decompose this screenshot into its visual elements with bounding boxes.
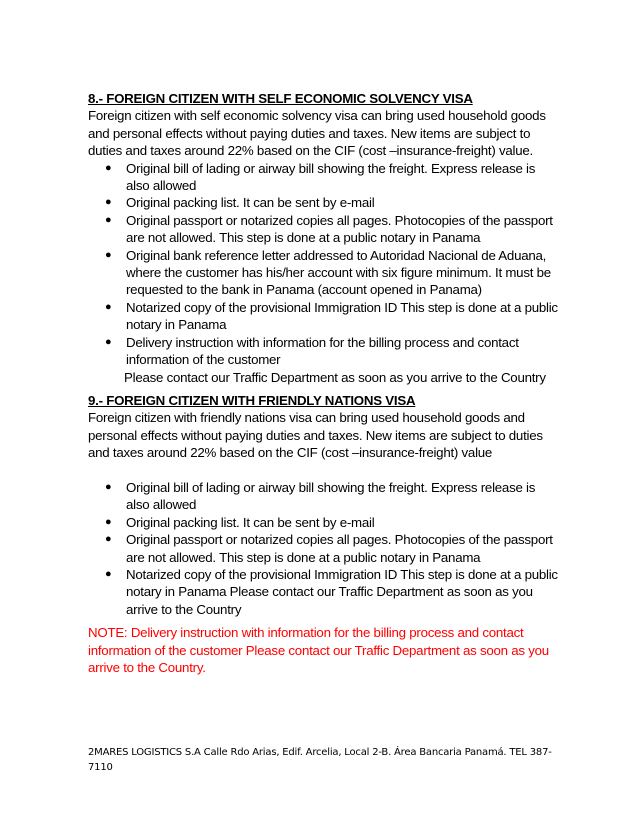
list-item: ● Original passport or notarized copies all pages. Photocopies of the passport are not allowed. This step is done at a public notary in Panama: [105, 212, 553, 246]
bullet-icon: ●: [105, 533, 112, 546]
bullet-icon: ●: [105, 248, 112, 261]
list-item: ● Original bill of lading or airway bill showing the freight. Express release is also allowed: [105, 479, 536, 513]
list-item: ● Original bank reference letter addressed to Autoridad Nacional de Aduana, where the customer has his/her account with six figure minimum. It must be requested to the bank in Panama (account opened in Panama): [105, 247, 551, 298]
list-item: ● Notarized copy of the provisional Immigration ID This step is done at a public notary in Panama: [105, 299, 558, 333]
page-footer: 2MARES LOGISTICS S.A Calle Rdo Arias, Edif. Arcelia, Local 2-B. Área Bancaria Panamá. TEL 387-7110: [88, 747, 552, 773]
bullet-icon: ●: [105, 213, 112, 226]
section-8-closing: Please contact our Traffic Department as soon as you arrive to the Country: [124, 369, 546, 385]
section-9-requirements-list: [88, 479, 558, 618]
list-item: ● Original bill of lading or airway bill showing the freight. Express release is also allowed: [105, 160, 536, 194]
list-item: ● Notarized copy of the provisional Immigration ID This step is done at a public notary in Panama Please contact our Traffic Department as soon as you arrive to the Country: [105, 566, 558, 617]
section-9-intro: Foreign citizen with friendly nations visa can bring used household goods and personal effects without paying duties and taxes. New items are subject to duties and taxes around 22% based on the CIF (cost –insurance-freight) value: [88, 410, 543, 461]
bullet-icon: ●: [105, 161, 112, 174]
section-9-heading: 9.- FOREIGN CITIZEN WITH FRIENDLY NATIONS VISA: [88, 392, 416, 408]
list-item: ● Original packing list. It can be sent by e-mail: [105, 195, 375, 211]
list-item: ● Delivery instruction with information for the billing process and contact information of the customer: [105, 334, 519, 368]
bullet-icon: ●: [105, 335, 112, 348]
section-8-requirements-list: [88, 160, 558, 369]
bullet-icon: ●: [105, 567, 112, 580]
list-item: ● Original packing list. It can be sent by e-mail: [105, 514, 375, 530]
bullet-icon: ●: [105, 515, 112, 528]
section-8-intro: Foreign citizen with self economic solvency visa can bring used household goods and personal effects without paying duties and taxes. New items are subject to duties and taxes around 22% based on the CIF (cost –insurance-freight) value.: [88, 108, 546, 159]
bullet-icon: ●: [105, 300, 112, 313]
bullet-icon: ●: [105, 480, 112, 493]
section-8-heading: 8.- FOREIGN CITIZEN WITH SELF ECONOMIC SOLVENCY VISA: [88, 91, 473, 106]
bullet-icon: ●: [105, 196, 112, 209]
document-page: [88, 90, 558, 676]
list-item: ● Original passport or notarized copies all pages. Photocopies of the passport are not allowed. This step is done at a public notary in Panama: [105, 532, 553, 565]
delivery-note: NOTE: Delivery instruction with information for the billing process and contact information of the customer Please contact our Traffic Department as soon as you arrive to the Country.: [88, 625, 549, 675]
blank-line: [88, 462, 558, 479]
